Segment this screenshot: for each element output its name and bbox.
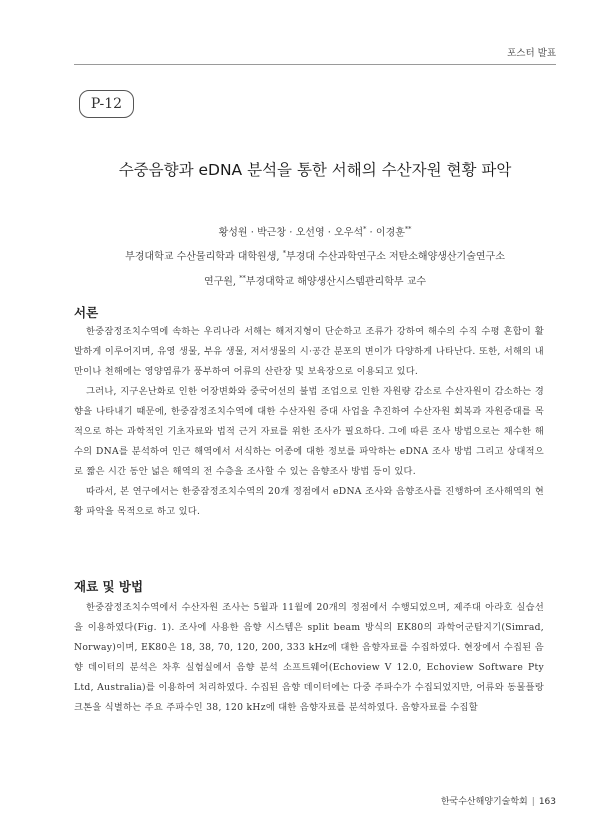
- page-footer: [441, 794, 556, 807]
- intro-heading: 서론: [74, 305, 99, 320]
- methods-body: [74, 598, 544, 718]
- methods-heading: 재료 및 방법: [74, 579, 144, 594]
- author-names: 황성원 · 박근창 · 오선영 · 오우석* · 이경훈**: [218, 225, 412, 239]
- paper-title: 수중음향과 eDNA 분석을 통한 서해의 수산자원 현황 파악: [118, 161, 512, 179]
- affiliation-line-1: 부경대학교 수산물리학과 대학원생, *부경대 수산과학연구소 저탄소해양생산기술연구소: [125, 249, 505, 263]
- poster-number-badge: [79, 90, 134, 118]
- intro-paragraph-2: 그러나, 지구온난화로 인한 어장변화와 중국어선의 불법 조업으로 인한 자원량 감소로 수산자원이 감소하는 경향을 나타내기 때문에, 한중잠정조치수역에 대한 수산자원 증대 사업을 추진하여 수산자원 회복과 자원증대를 목적으로 하는 과학적인 기초자료와 법적 근거 자료를 위한 조사가 필요하다. 그에 따른 조사 방법으로는 채수한 해수의 DNA를 분석하여 인근 해역에서 서식하는 어종에 대한 정보를 파악하는 eDNA 조사 방법 그리고 상대적으로 짧은 시간 동안 넓은 해역의 전 수층을 조사할 수 있는 음향조사 방법 등이 있다.: [74, 386, 544, 477]
- section-label: 포스터 발표: [507, 48, 556, 59]
- intro-paragraph-1: 한중잠정조치수역에 속하는 우리나라 서해는 해저지형이 단순하고 조류가 강하여 해수의 수직 수평 혼합이 활발하게 이루어지며, 유영 생물, 부유 생물, 저서생물의 시·공간 분포의 변이가 다양하게 나타난다. 또한, 서해의 내만이나 천해에는 영양염류가 풍부하여 어류의 산란장 및 보육장으로 이용되고 있다.: [74, 326, 544, 377]
- page-number: 163: [538, 797, 556, 807]
- affiliation-line-2: 연구원, **부경대학교 해양생산시스템관리학부 교수: [203, 273, 427, 287]
- intro-body: [74, 322, 544, 522]
- intro-paragraph-3: 따라서, 본 연구에서는 한중잠정조치수역의 20개 정점에서 eDNA 조사와 음향조사를 진행하여 조사해역의 현황 파악을 목적으로 하고 있다.: [74, 486, 544, 517]
- poster-number: P-12: [90, 96, 123, 112]
- footer-separator: |: [531, 797, 535, 807]
- author-block: [74, 219, 556, 292]
- methods-paragraph-1: 한중잠정조치수역에서 수산자원 조사는 5월과 11월에 20개의 정점에서 수행되었으며, 제주대 아라호 실습선을 이용하였다(Fig. 1). 조사에 사용한 음향 시스템은 split beam 방식의 EK80의 과학어군탐지기(Simrad, Norway)이며, EK80은 18, 38, 70, 120, 200, 333 kHz에 대한 음향자료를 수집하였다. 현장에서 수집된 음향 데이터의 분석은 차후 실험실에서 음향 분석 소프트웨어(Echoview V 12.0, Echoview Software Pty Ltd, Australia)를 이용하여 처리하였다. 수집된 음향 데이터에는 다중 주파수가 수집되었지만, 어류와 동물플랑크톤을 식별하는 주요 주파수인 38, 120 kHz에 대한 음향자료를 분석하였다. 음향자료를 수집할: [74, 602, 544, 713]
- header-divider: [74, 64, 556, 65]
- society-name: 한국수산해양기술학회: [440, 797, 528, 807]
